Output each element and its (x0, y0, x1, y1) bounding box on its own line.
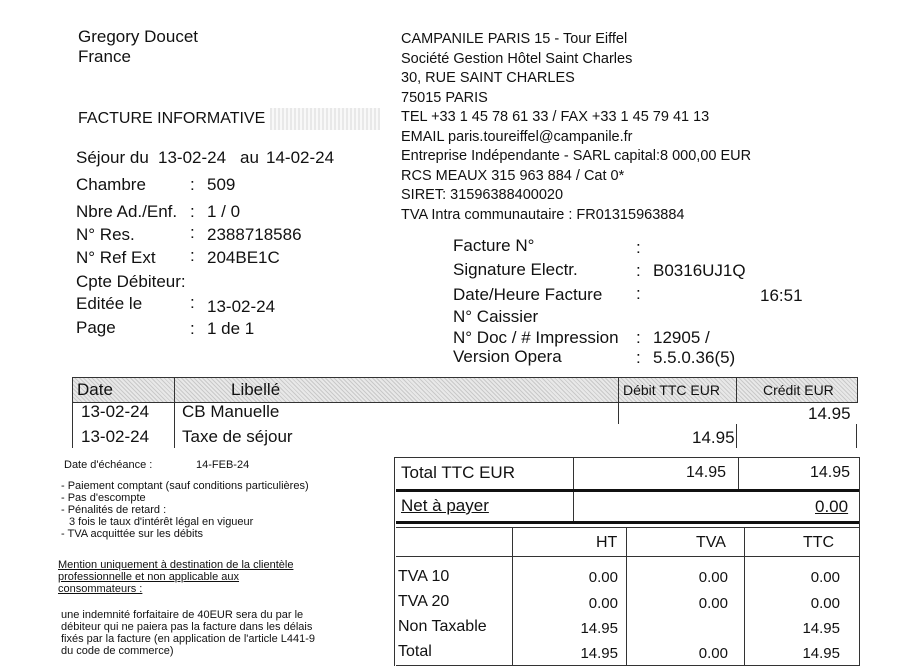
header-date-cell (72, 377, 176, 403)
scan-smudge (270, 108, 380, 130)
indemnity-block (61, 609, 315, 657)
divider (174, 402, 175, 448)
info-colon: : (190, 223, 195, 242)
header-credit-cell (736, 377, 858, 403)
indemnity-line: débiteur qui ne paiera pas la facture dans les délais (61, 621, 313, 633)
tax-row-tva: 0.00 (698, 569, 728, 586)
note-line: - TVA acquittée sur les débits (61, 528, 204, 540)
info-value: 2388718586 (207, 225, 302, 244)
divider (738, 457, 739, 490)
info-value: 1 de 1 (207, 319, 255, 338)
tax-row-ht: 14.95 (580, 645, 618, 662)
invoice-colon: : (636, 348, 641, 367)
divider (72, 402, 73, 448)
invoice-label: N° Doc / # Impression (453, 328, 619, 347)
stay-to: 14-02-24 (266, 148, 335, 167)
hotel-line: SIRET: 31596388400020 (401, 187, 564, 203)
info-label: Cpte Débiteur: (76, 272, 186, 291)
divider (626, 527, 627, 666)
hotel-address-block (401, 30, 751, 225)
mention-line: Mention uniquement à destination de la clientèle (58, 559, 294, 571)
hotel-line: TEL +33 1 45 78 61 33 / FAX +33 1 45 79 41 13 (401, 109, 710, 125)
row-libelle: Taxe de séjour (182, 427, 293, 446)
tax-row-ht: 14.95 (580, 620, 618, 637)
divider (396, 665, 859, 666)
divider (396, 527, 859, 528)
info-label: Page (76, 318, 116, 337)
info-colon: : (190, 319, 195, 338)
divider (394, 457, 860, 458)
guest-block (78, 27, 198, 67)
hotel-line: Entreprise Indépendante - SARL capital:8 000,00 EUR (401, 148, 752, 164)
info-label: N° Res. (76, 225, 135, 244)
due-date-value: 14-FEB-24 (196, 459, 250, 471)
total-ttc-label: Total TTC EUR (401, 463, 515, 482)
invoice-value: 5.5.0.36(5) (653, 348, 736, 367)
invoice-value: B0316UJ1Q (653, 261, 746, 280)
info-value: 204BE1C (207, 248, 280, 267)
hotel-line: TVA Intra communautaire : FR01315963884 (401, 206, 685, 223)
note-line: 3 fois le taux d'intérêt légal en vigueur (69, 516, 254, 528)
tax-header-ttc: TTC (803, 534, 835, 551)
info-colon: : (190, 175, 195, 194)
payment-notes (61, 480, 309, 540)
due-date-label: Date d'échéance : (64, 459, 153, 471)
header-debit-cell (618, 377, 738, 403)
tax-row-tva: 0.00 (698, 645, 728, 662)
indemnity-line: fixés par la facture (en application de l'article L441-9 (61, 633, 316, 645)
divider (396, 489, 859, 492)
invoice-value: 12905 / (653, 328, 710, 347)
row-date: 13-02-24 (81, 402, 150, 421)
invoice-colon: : (636, 261, 641, 280)
note-line: - Pénalités de retard : (61, 504, 167, 516)
header-libelle: Libellé (231, 380, 281, 399)
tax-row-label: TVA 10 (398, 568, 450, 585)
invoice-label: Signature Electr. (453, 260, 578, 279)
net-value: 0.00 (815, 497, 849, 516)
divider (396, 556, 859, 557)
mention-block (58, 559, 293, 595)
invoice-label: Facture N° (453, 236, 535, 255)
header-libelle-cell (174, 377, 620, 403)
tax-row-ttc: 0.00 (810, 569, 840, 586)
hotel-line: RCS MEAUX 315 963 884 / Cat 0* (401, 167, 625, 184)
hotel-line: Société Gestion Hôtel Saint Charles (401, 50, 633, 67)
mention-line: professionnelle et non applicable aux (58, 571, 240, 583)
tax-row-tva: 0.00 (698, 595, 728, 612)
invoice-colon: : (636, 328, 641, 347)
header-date: Date (77, 380, 113, 399)
stay-to-label: au (240, 148, 259, 167)
info-value: 1 / 0 (207, 202, 241, 221)
tax-row-label: TVA 20 (398, 593, 450, 610)
stay-label: Séjour du (76, 148, 149, 167)
mention-line: consommateurs : (58, 583, 143, 595)
divider (859, 457, 860, 666)
divider (618, 402, 619, 424)
hotel-line: 30, RUE SAINT CHARLES (401, 70, 575, 86)
info-label: N° Ref Ext (76, 248, 156, 267)
stay-from: 13-02-24 (158, 148, 227, 167)
tax-header-tva: TVA (696, 534, 726, 551)
divider (856, 424, 857, 448)
row-libelle: CB Manuelle (182, 402, 280, 421)
guest-name: Gregory Doucet (78, 27, 198, 46)
net-label: Net à payer (401, 496, 489, 515)
row-debit: 14.95 (692, 428, 735, 447)
indemnity-line: une indemnité forfaitaire de 40EUR sera du par le (61, 609, 304, 621)
invoice-time: 16:51 (760, 286, 803, 305)
note-line: - Pas d'escompte (61, 492, 146, 504)
invoice-colon: : (636, 238, 641, 257)
divider (394, 457, 395, 666)
info-value: 509 (207, 175, 236, 194)
divider (512, 527, 513, 666)
divider (396, 521, 859, 524)
info-colon: : (190, 202, 195, 221)
tax-row-label: Non Taxable (398, 618, 487, 635)
info-label: Editée le (76, 294, 143, 313)
tax-row-ttc: 14.95 (802, 620, 840, 637)
indemnity-line: du code de commerce) (61, 645, 174, 657)
tax-row-ttc: 14.95 (802, 645, 840, 662)
hotel-line: 75015 PARIS (401, 89, 488, 106)
hotel-line: EMAIL paris.toureiffel@campanile.fr (401, 128, 633, 145)
divider (736, 424, 737, 448)
guest-country: France (78, 47, 131, 66)
total-ttc-debit: 14.95 (686, 464, 727, 481)
tax-row-ht: 0.00 (588, 595, 618, 612)
invoice-label: N° Caissier (453, 307, 539, 326)
info-colon: : (190, 246, 195, 265)
header-debit: Débit TTC EUR (623, 382, 720, 398)
invoice-label: Date/Heure Facture (453, 285, 603, 304)
row-credit: 14.95 (808, 404, 851, 423)
divider (744, 527, 745, 666)
row-date: 13-02-24 (81, 427, 150, 446)
total-ttc-credit: 14.95 (810, 464, 851, 481)
invoice-label: Version Opera (453, 347, 562, 366)
invoice-colon: : (636, 284, 641, 303)
info-value: 13-02-24 (207, 297, 276, 316)
tax-header-ht: HT (596, 534, 618, 551)
tax-row-label: Total (398, 643, 432, 660)
header-credit: Crédit EUR (763, 382, 834, 398)
hotel-line: CAMPANILE PARIS 15 - Tour Eiffel (401, 31, 628, 47)
note-line: - Paiement comptant (sauf conditions particulières) (61, 480, 309, 492)
info-label: Chambre (76, 175, 146, 194)
tax-row-ht: 0.00 (588, 569, 618, 586)
info-colon: : (190, 293, 195, 312)
tax-row-ttc: 0.00 (810, 595, 840, 612)
info-label: Nbre Ad./Enf. (76, 202, 178, 221)
document-title: FACTURE INFORMATIVE (78, 110, 266, 127)
